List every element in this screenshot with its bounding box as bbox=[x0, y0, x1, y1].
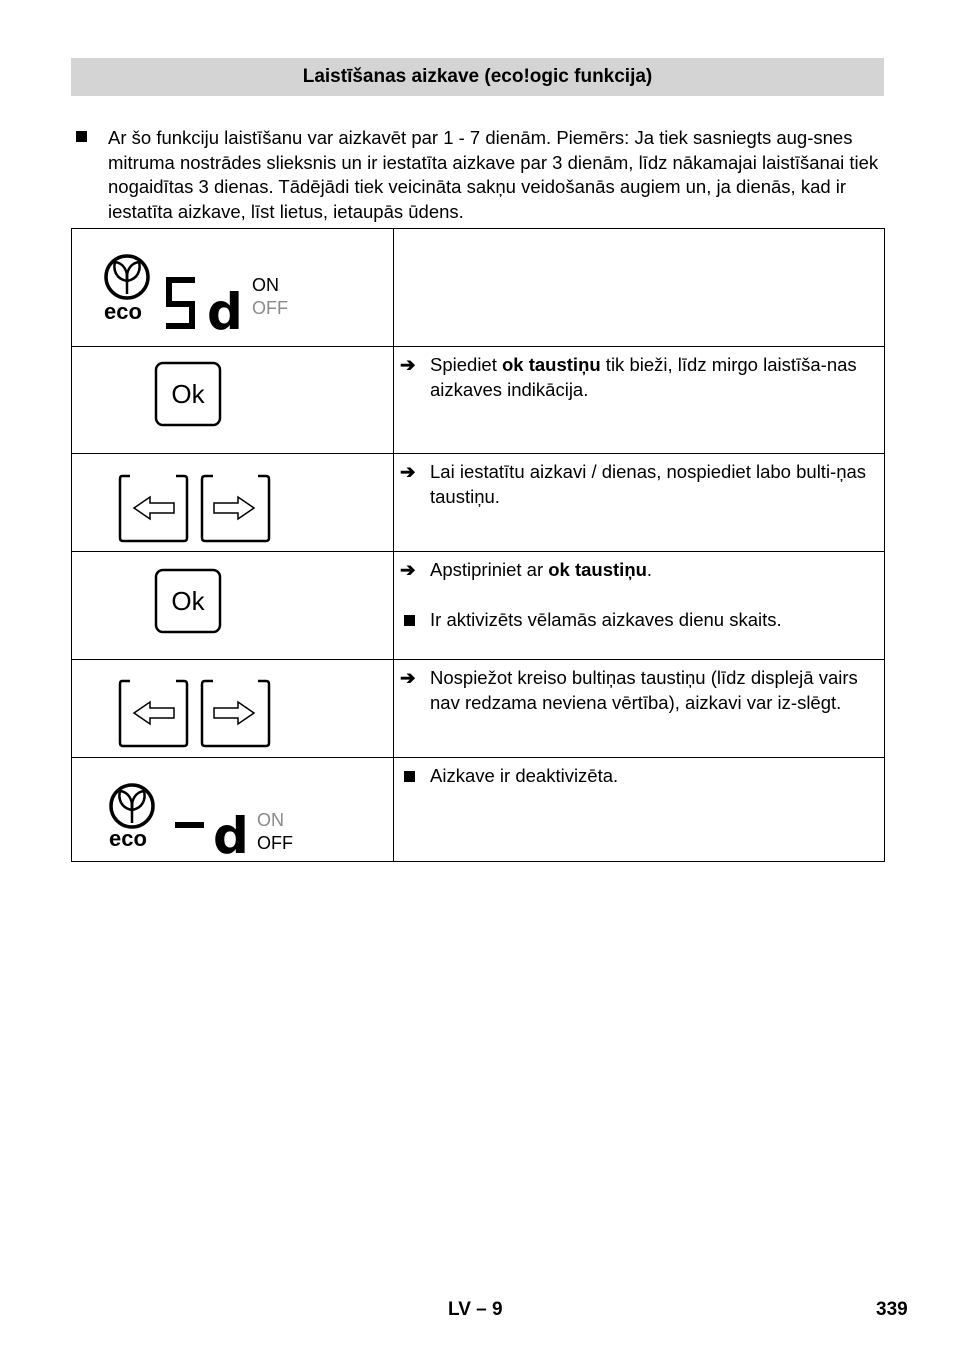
on-indicator: ON bbox=[257, 810, 284, 830]
section-title: Laistīšanas aizkave (eco!ogic funkcija) bbox=[71, 58, 884, 96]
off-indicator: OFF bbox=[252, 298, 288, 318]
ok-button-graphic bbox=[154, 361, 224, 429]
display-cell bbox=[72, 229, 394, 347]
instruction-cell bbox=[394, 454, 885, 552]
button-cell bbox=[72, 552, 394, 660]
arrow-right-icon bbox=[214, 702, 254, 724]
button-cell bbox=[72, 454, 394, 552]
arrow-buttons-graphic bbox=[118, 678, 273, 750]
right-arrow-button bbox=[202, 476, 269, 541]
table-row bbox=[72, 454, 885, 552]
table-row bbox=[72, 758, 885, 862]
instruction-cell bbox=[394, 347, 885, 454]
display-cell bbox=[72, 758, 394, 862]
ok-button-graphic bbox=[154, 568, 224, 636]
result-line: Ir aktivizēts vēlamās aizkaves dienu skaits. bbox=[400, 608, 880, 633]
on-indicator: ON bbox=[252, 275, 279, 295]
unit-d: d bbox=[207, 283, 243, 337]
right-arrow-button bbox=[202, 681, 269, 746]
eco-display-5d bbox=[102, 251, 302, 337]
square-bullet-icon bbox=[404, 771, 415, 782]
button-cell bbox=[72, 347, 394, 454]
ok-label: Ok bbox=[171, 379, 205, 409]
instruction-line: ➔ Apstipriniet ar ok taustiņu. bbox=[400, 558, 880, 583]
arrow-left-icon bbox=[134, 702, 174, 724]
arrow-right-icon: ➔ bbox=[400, 461, 416, 482]
instruction-cell bbox=[394, 552, 885, 660]
arrow-right-icon: ➔ bbox=[400, 354, 416, 375]
leaf-icon bbox=[111, 785, 153, 827]
arrow-left-icon bbox=[134, 497, 174, 519]
unit-d: d bbox=[213, 807, 249, 860]
instruction-cell bbox=[394, 758, 885, 862]
instruction-line: ➔ Lai iestatītu aizkavi / dienas, nospiediet labo bulti-ņas taustiņu. bbox=[400, 461, 867, 507]
eco-display-off bbox=[107, 780, 307, 860]
instruction-line: ➔ Nospiežot kreiso bultiņas taustiņu (līdz displejā vairs nav redzama neviena vērtība), aizkavi var iz-slēgt. bbox=[400, 667, 858, 713]
instruction-table bbox=[71, 228, 885, 862]
ok-label: Ok bbox=[171, 586, 205, 616]
intro-paragraph bbox=[76, 126, 888, 224]
eco-label: eco bbox=[109, 826, 147, 851]
page-number: 339 bbox=[876, 1299, 908, 1320]
intro-text: Ar šo funkciju laistīšanu var aizkavēt par 1 - 7 dienām. Piemērs: Ja tiek sasniegts aug-snes mitruma nostrādes slieksnis un ir iestatīta aizkave par 3 dienām, līdz nākamajai laistīšanai tiek nogaidītas 3 dienas. Tādējādi tiek veicināta sakņu veidošanās augiem un, ja dienās, kad ir iestatīta aizkave, līst lietus, ietaupās ūdens. bbox=[108, 127, 879, 222]
square-bullet-icon bbox=[404, 615, 415, 626]
arrow-right-icon bbox=[214, 497, 254, 519]
leaf-icon bbox=[106, 256, 148, 298]
arrow-right-icon: ➔ bbox=[400, 667, 416, 688]
dash-segment bbox=[175, 822, 204, 828]
result-line: Aizkave ir deaktivizēta. bbox=[400, 764, 880, 789]
eco-label: eco bbox=[104, 299, 142, 324]
footer-section-label: LV – 9 bbox=[448, 1299, 503, 1320]
arrow-buttons-graphic bbox=[118, 473, 273, 545]
table-row bbox=[72, 552, 885, 660]
button-cell bbox=[72, 660, 394, 758]
table-row bbox=[72, 347, 885, 454]
empty-cell bbox=[394, 229, 885, 347]
square-bullet-icon bbox=[76, 131, 87, 142]
table-row bbox=[72, 229, 885, 347]
left-arrow-button bbox=[120, 681, 187, 746]
left-arrow-button bbox=[120, 476, 187, 541]
seven-segment-digit bbox=[166, 277, 195, 329]
off-indicator: OFF bbox=[257, 833, 293, 853]
arrow-right-icon: ➔ bbox=[400, 559, 416, 580]
table-row bbox=[72, 660, 885, 758]
instruction-line: ➔ Spiediet ok taustiņu tik bieži, līdz mirgo laistīša-nas aizkaves indikācija. bbox=[400, 354, 857, 400]
instruction-cell bbox=[394, 660, 885, 758]
